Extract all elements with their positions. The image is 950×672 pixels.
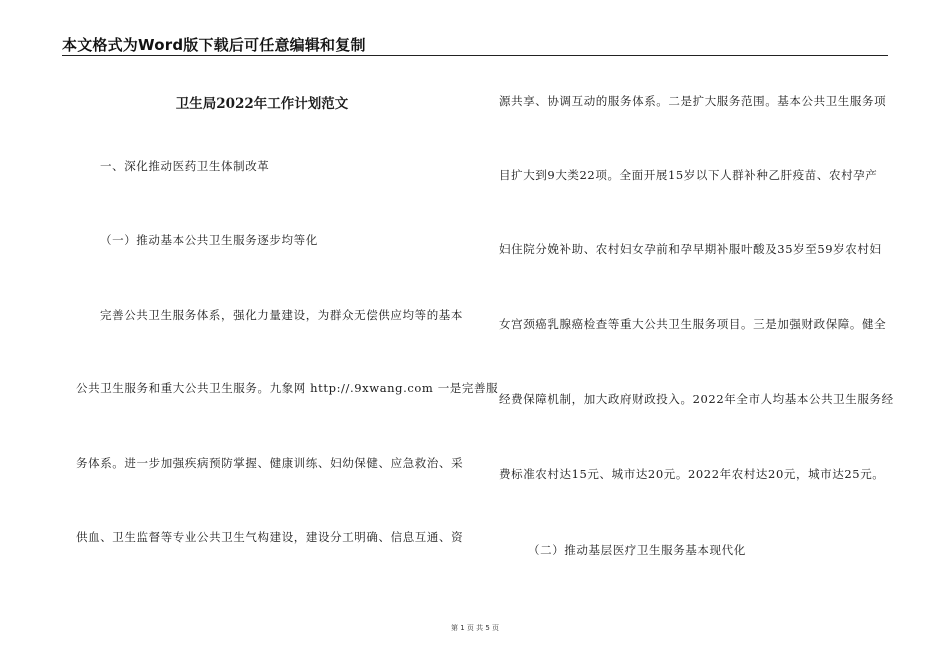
header-divider (62, 55, 888, 56)
paragraph-line: 目扩大到9大类22项。全面开展15岁以下人群补种乙肝疫苗、农村孕产 (499, 168, 878, 182)
subsection-heading: （二）推动基层医疗卫生服务基本现代化 (528, 543, 746, 557)
section-heading: 一、深化推动医药卫生体制改革 (100, 159, 270, 173)
paragraph-line: 妇住院分娩补助、农村妇女孕前和孕早期补服叶酸及35岁至59岁农村妇 (499, 242, 882, 256)
paragraph-line: 经费保障机制，加大政府财政投入。2022年全市人均基本公共卫生服务经 (499, 392, 894, 406)
paragraph-line: 源共享、协调互动的服务体系。二是扩大服务范围。基本公共卫生服务项 (499, 94, 887, 108)
paragraph-line: 务体系。进一步加强疾病预防掌握、健康训练、妇幼保健、应急救治、采 (76, 456, 464, 470)
subsection-heading: （一）推动基本公共卫生服务逐步均等化 (100, 233, 318, 247)
paragraph-line: 完善公共卫生服务体系，强化力量建设，为群众无偿供应均等的基本 (100, 308, 463, 322)
paragraph-line: 费标准农村达15元、城市达20元。2022年农村达20元，城市达25元。 (499, 467, 885, 481)
paragraph-line: 女宫颈癌乳腺癌检查等重大公共卫生服务项目。三是加强财政保障。健全 (499, 317, 887, 331)
document-header: 本文格式为Word版下载后可任意编辑和复制 (62, 36, 366, 54)
paragraph-line: 公共卫生服务和重大公共卫生服务。九象网 http://.9xwang.com 一是完善服 (76, 381, 499, 395)
document-title: 卫生局2022年工作计划范文 (175, 96, 349, 112)
paragraph-line: 供血、卫生监督等专业公共卫生气构建设，建设分工明确、信息互通、资 (76, 530, 464, 544)
page-number: 第 1 页 共 5 页 (450, 624, 500, 632)
